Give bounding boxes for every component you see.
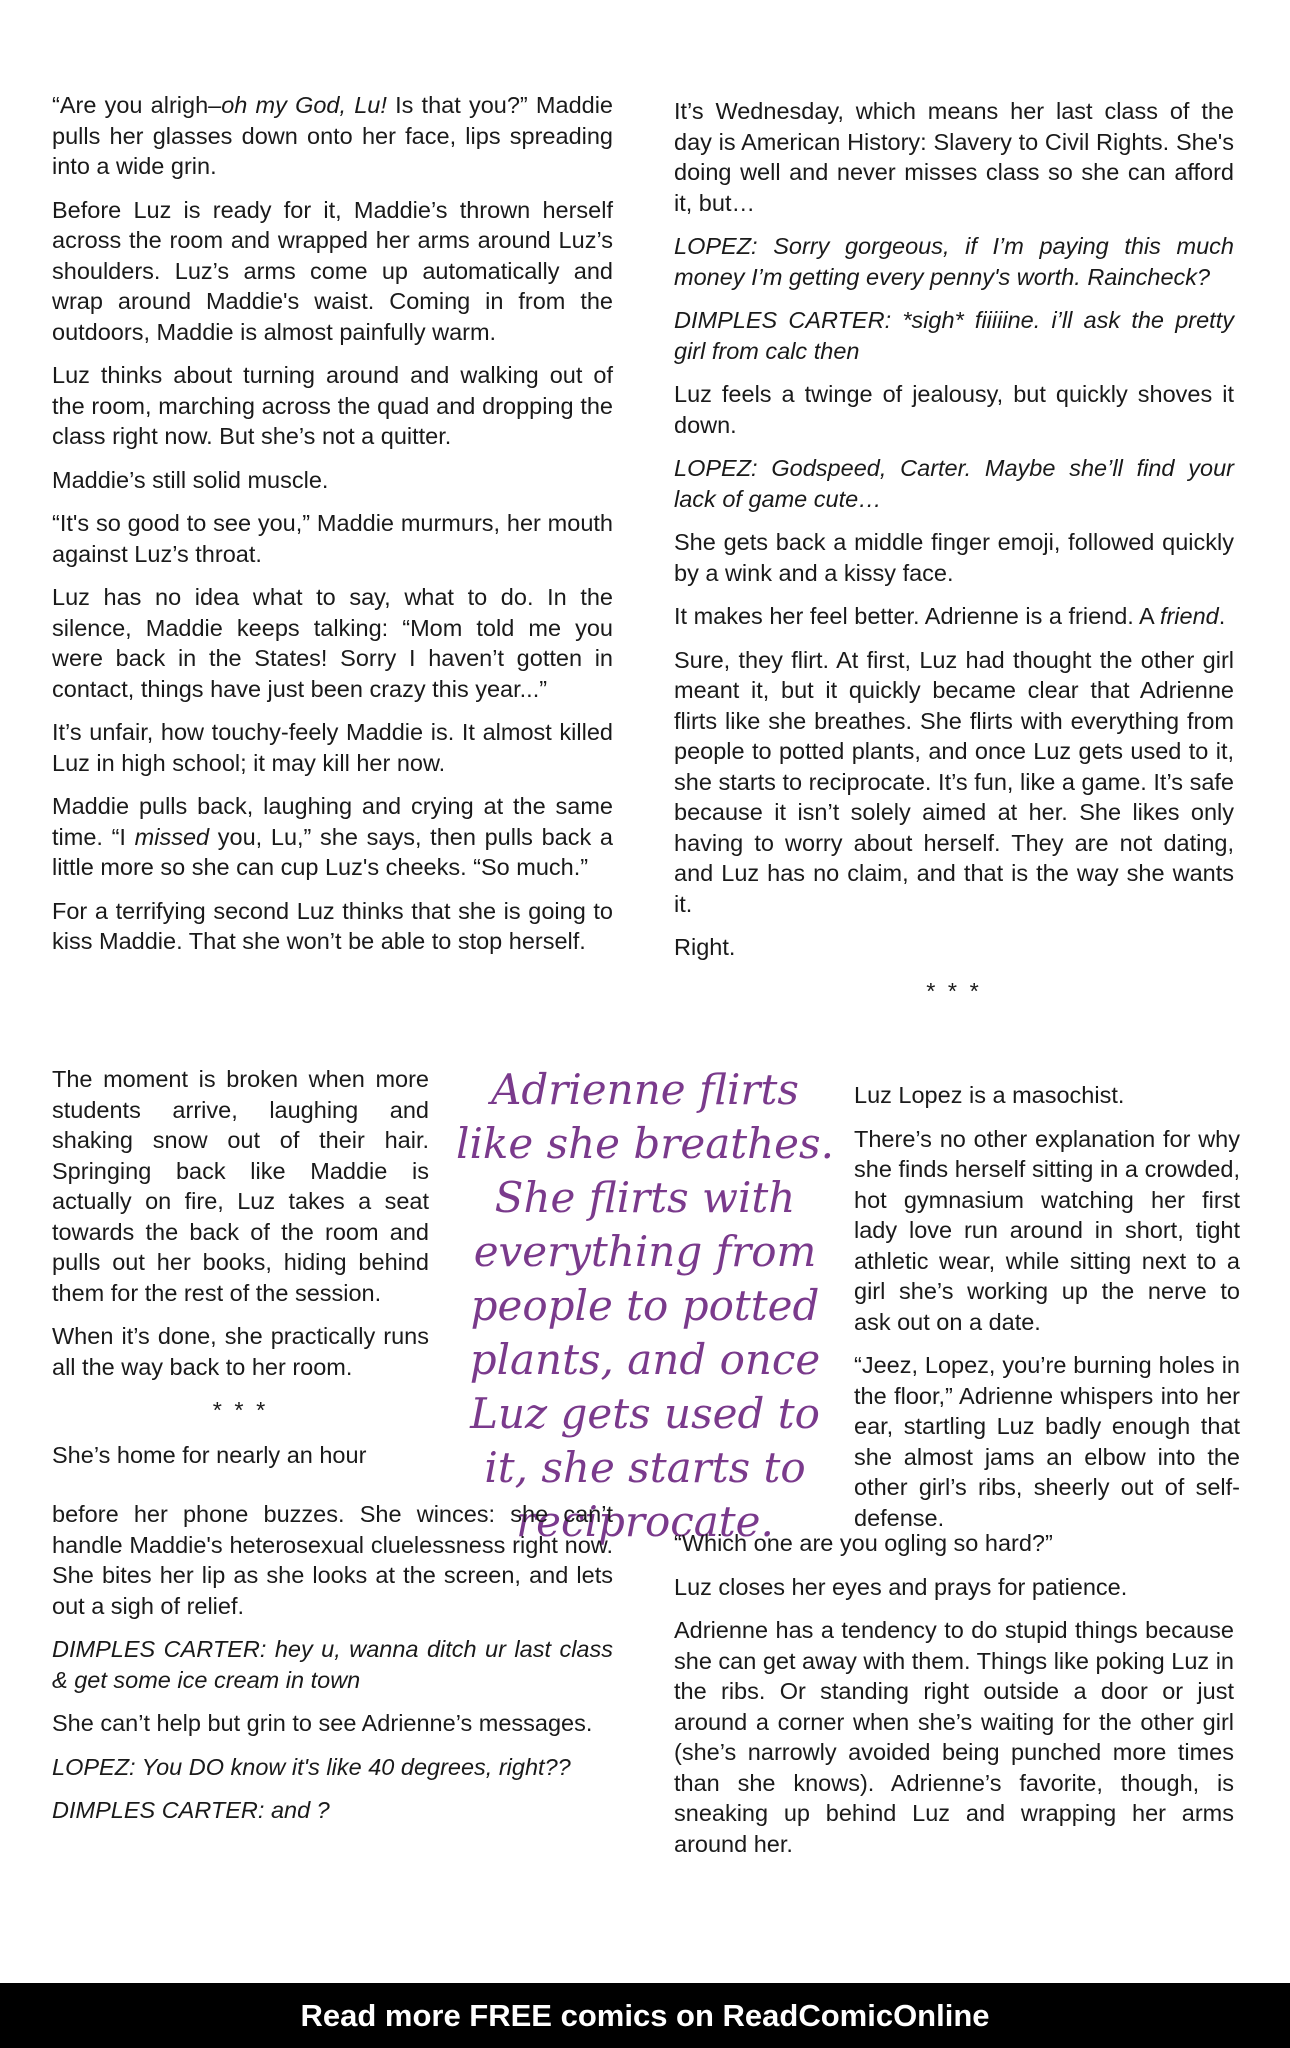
paragraph: Luz thinks about turning around and walking out of the room, marching across the quad and dropping the class right now. But she’s not a quitter.: [52, 362, 613, 449]
paragraph: “Which one are you ogling so hard?”: [674, 1530, 1053, 1556]
paragraph: “It's so good to see you,” Maddie murmurs, her mouth against Luz’s throat.: [52, 510, 613, 567]
right-bottom-column: [674, 1528, 1234, 1872]
text-run: It makes her feel better. Adrienne is a friend. A: [674, 603, 1160, 629]
paragraph: Luz closes her eyes and prays for patience.: [674, 1573, 1128, 1600]
footer-banner-text: Read more FREE comics on ReadComicOnline: [300, 1998, 990, 2033]
text-run: you, Lu,” she says, then pulls back a little more so she can cup Luz's cheeks. “So much.”: [52, 823, 613, 880]
emphasis-text: missed: [134, 823, 210, 850]
paragraph: Sure, they flirt. At first, Luz had thought the other girl meant it, but it quickly became clear that Adrienne flirts like she breathes. She flirts with everything from people to potted plants, and once Luz gets used to it, she starts to reciprocate. It’s fun, like a game. It’s safe because it isn’t solely aimed at her. She likes only having to worry about herself. They are not dating, and Luz has no claim, and that is the way she wants it.: [674, 646, 1234, 917]
paragraph: Adrienne has a tendency to do stupid things because she can get away with them. Things like poking Luz in the ribs. Or standing right outside a door or just around a corner when she’s waiting for the other girl (she’s narrowly avoided being punched more times than she knows). Adrienne’s favorite, though, is sneaking up behind Luz and wrapping her arms around her.: [674, 1617, 1234, 1857]
left-narrow-column: [52, 1064, 429, 1470]
paragraph: Luz Lopez is a masochist.: [854, 1082, 1125, 1108]
paragraph: [52, 90, 613, 182]
paragraph: She gets back a middle finger emoji, followed quickly by a wink and a kissy face.: [674, 529, 1234, 586]
scene-break: * * *: [926, 977, 982, 1004]
paragraph: It’s Wednesday, which means her last class of the day is American History: Slavery to Civil Rights. She's doing well and never misses class so she can afford it, but…: [674, 98, 1234, 216]
text-run: .: [1218, 603, 1226, 629]
paragraph: When it’s done, she practically runs all the way back to her room.: [52, 1323, 429, 1380]
scene-break: * * *: [212, 1397, 269, 1423]
paragraph: It’s unfair, how touchy-feely Maddie is. It almost killed Luz in high school; it may kill her now.: [52, 719, 613, 776]
text-run: Is that you?” Maddie pulls her glasses down onto her face, lips spreading into a wide grin.: [52, 92, 614, 179]
paragraph: The moment is broken when more students arrive, laughing and shaking snow out of their hair. Springing back like Maddie is actually on fire, Luz takes a seat towards the back of the room and pulls out her books, hiding behind them for the rest of the session.: [52, 1066, 429, 1306]
paragraph: [52, 791, 613, 883]
text-message: LOPEZ: You DO know it's like 40 degrees, right??: [52, 1753, 571, 1780]
paragraph: For a terrifying second Luz thinks that she is going to kiss Maddie. That she won’t be able to stop herself.: [52, 897, 613, 954]
text-run: Maddie pulls back, laughing and crying at the same time. “I: [52, 793, 613, 850]
right-narrow-column: [854, 1080, 1240, 1533]
paragraph: She’s home for nearly an hour: [52, 1441, 367, 1468]
paragraph: Right.: [674, 934, 736, 960]
pull-quote: Adrienne flirts like she breathes. She flirts with everything from people to potted plants, and once Luz gets used to it, she starts to reciprocate.: [456, 1065, 834, 1546]
text-message: DIMPLES CARTER: *sigh* fiiiiine. i’ll ask the pretty girl from calc then: [674, 307, 1234, 364]
paragraph: She can’t help but grin to see Adrienne’s messages.: [52, 1710, 593, 1736]
text-run: “Are you alrigh–: [52, 92, 222, 118]
left-bottom-column: [52, 1499, 613, 1839]
paragraph: Before Luz is ready for it, Maddie’s thrown herself across the room and wrapped her arms around Luz’s shoulders. Luz’s arms come up automatically and wrap around Maddie's waist. Coming in from the outdoors, Maddie is almost painfully warm.: [52, 196, 613, 345]
paragraph: before her phone buzzes. She winces: she can’t handle Maddie's heterosexual cluelessness right now. She bites her lip as she looks at the screen, and lets out a sigh of relief.: [52, 1501, 613, 1619]
text-message: DIMPLES CARTER: and ?: [52, 1797, 330, 1823]
text-message: LOPEZ: Sorry gorgeous, if I’m paying this much money I’m getting every penny's worth. Raincheck?: [674, 233, 1234, 290]
text-message: LOPEZ: Godspeed, Carter. Maybe she’ll find your lack of game cute…: [674, 455, 1234, 512]
right-column: [674, 96, 1234, 1020]
emphasis-text: oh my God, Lu!: [221, 92, 387, 118]
paragraph: Luz feels a twinge of jealousy, but quickly shoves it down.: [674, 381, 1234, 438]
paragraph: Maddie’s still solid muscle.: [52, 466, 329, 493]
footer-banner[interactable]: [0, 1983, 1290, 2048]
paragraph: There’s no other explanation for why she finds herself sitting in a crowded, hot gymnasium watching her first lady love run around in short, tight athletic wear, while sitting next to a girl she’s working up the nerve to ask out on a date.: [854, 1125, 1240, 1335]
paragraph: “Jeez, Lopez, you’re burning holes in the floor,” Adrienne whispers into her ear, startling Luz badly enough that she almost jams an elbow into the other girl’s ribs, sheerly out of self-defense.: [854, 1352, 1240, 1531]
emphasis-text: friend: [1159, 603, 1219, 629]
paragraph: Luz has no idea what to say, what to do. In the silence, Maddie keeps talking: “Mom told me you were back in the States! Sorry I haven’t gotten in contact, things have just been crazy this year...”: [52, 584, 613, 702]
left-column: [52, 90, 613, 970]
paragraph: [674, 601, 1234, 632]
text-message: DIMPLES CARTER: hey u, wanna ditch ur last class & get some ice cream in town: [52, 1636, 613, 1693]
